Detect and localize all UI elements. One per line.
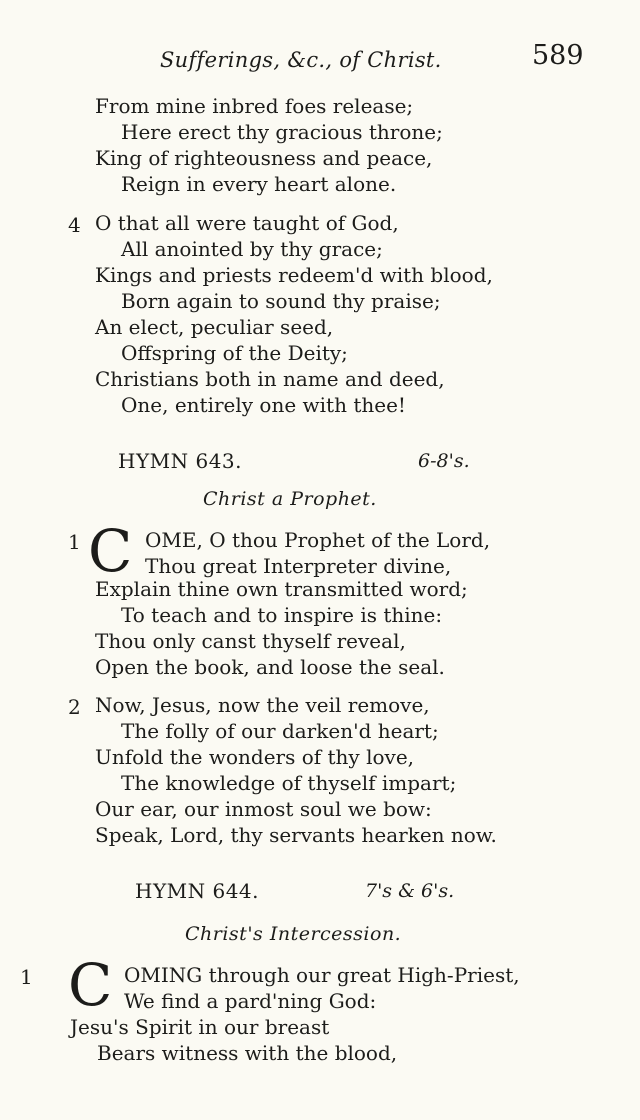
hymn-644-dropcap: C: [68, 951, 113, 1019]
hymn-643-verse1-line-4: To teach and to inspire is thine:: [121, 603, 443, 627]
hymn-644-meter: 7's & 6's.: [365, 880, 455, 902]
hymn-643-verse1-line-5: Thou only canst thyself reveal,: [95, 629, 406, 653]
hymn-644-subtitle: Christ's Intercession.: [185, 923, 402, 945]
page-number: 589: [532, 40, 584, 71]
stanza4-number: 4: [68, 213, 81, 237]
hymn-643-verse2-line-4: The knowledge of thyself impart;: [121, 771, 457, 795]
hymn-643-verse2-line-2: The folly of our darken'd heart;: [121, 719, 439, 743]
hymn-644-verse1-line-3: Jesu's Spirit in our breast: [70, 1015, 330, 1039]
hymn-644-verse1-line-4: Bears witness with the blood,: [97, 1041, 398, 1065]
hymn-644-verse1-number: 1: [20, 965, 33, 989]
stanza4-line-4: Born again to sound thy praise;: [121, 289, 441, 313]
hymn-643-verse2-line-6: Speak, Lord, thy servants hearken now.: [95, 823, 497, 847]
stanza4-line-6: Offspring of the Deity;: [121, 341, 348, 365]
stanza4-line-7: Christians both in name and deed,: [95, 367, 445, 391]
stanza4-line-8: One, entirely one with thee!: [121, 393, 406, 417]
hymn-643-subtitle: Christ a Prophet.: [203, 488, 377, 510]
hymn-644-verse1-line-2: We find a pard'ning God:: [124, 989, 377, 1013]
hymn-643-heading: HYMN 643.: [118, 449, 243, 473]
stanza3-line-4: Reign in every heart alone.: [121, 172, 397, 196]
stanza3-line-2: Here erect thy gracious throne;: [121, 120, 443, 144]
page-header-title: Sufferings, &c., of Christ.: [160, 48, 442, 72]
stanza4-line-2: All anointed by thy grace;: [121, 237, 383, 261]
hymn-643-verse2-line-3: Unfold the wonders of thy love,: [95, 745, 415, 769]
hymn-643-verse2-line-5: Our ear, our inmost soul we bow:: [95, 797, 432, 821]
hymn-643-verse1-line-1: OME, O thou Prophet of the Lord,: [145, 528, 491, 552]
hymn-643-meter: 6-8's.: [418, 450, 470, 472]
stanza4-line-1: O that all were taught of God,: [95, 211, 399, 235]
hymn-643-verse1-line-2: Thou great Interpreter divine,: [145, 554, 452, 578]
stanza4-line-5: An elect, peculiar seed,: [95, 315, 334, 339]
hymn-643-verse1-line-3: Explain thine own transmitted word;: [95, 577, 468, 601]
stanza3-line-1: From mine inbred foes release;: [95, 94, 414, 118]
hymn-644-verse1-line-1: OMING through our great High-Priest,: [124, 963, 520, 987]
stanza4-line-3: Kings and priests redeem'd with blood,: [95, 263, 493, 287]
hymn-643-verse2-number: 2: [68, 695, 81, 719]
hymn-644-heading: HYMN 644.: [135, 879, 260, 903]
stanza3-line-3: King of righteousness and peace,: [95, 146, 433, 170]
hymn-643-verse2-line-1: Now, Jesus, now the veil remove,: [95, 693, 430, 717]
hymn-643-verse1-number: 1: [68, 530, 81, 554]
hymn-643-dropcap: C: [88, 517, 133, 585]
hymn-643-verse1-line-6: Open the book, and loose the seal.: [95, 655, 445, 679]
